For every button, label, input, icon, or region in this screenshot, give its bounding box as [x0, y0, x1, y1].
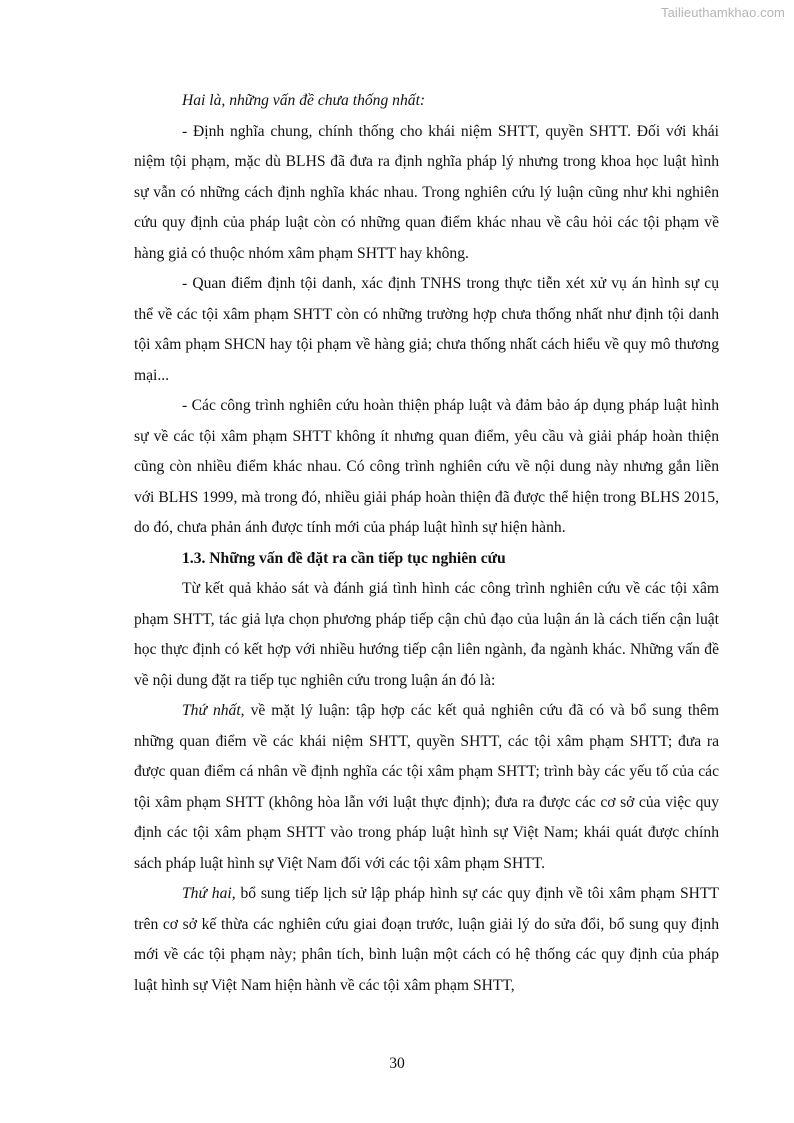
document-body	[134, 86, 719, 1001]
first-lead: Thứ nhất,	[182, 702, 245, 719]
first-text: về mặt lý luận: tập hợp các kết quả nghiên cứu đã có và bổ sung thêm những quan điểm về các khái niệm SHTT, quyền SHTT, các tội xâm phạm SHTT; đưa ra được quan điểm cá nhân về định nghĩa các tội xâm phạm SHTT; trình bày các yếu tố của các tội xâm phạm SHTT (không hòa lẫn với luật thực định); đưa ra được các cơ sở của việc quy định các tội xâm phạm SHTT vào trong pháp luật hình sự Việt Nam; khái quát được chính sách pháp luật hình sự Việt Nam đối với các tội xâm phạm SHTT.	[134, 702, 720, 872]
paragraph-first	[134, 696, 719, 879]
paragraph-conviction: - Quan điểm định tội danh, xác định TNHS trong thực tiễn xét xử vụ án hình sự cụ thể về các tội xâm phạm SHTT còn có những trường hợp chưa thống nhất như định tội danh tội xâm phạm SHCN hay tội phạm về hàng giả; chưa thống nhất cách hiểu về quy mô thương mại...	[134, 275, 719, 384]
paragraph-survey: Từ kết quả khảo sát và đánh giá tình hình các công trình nghiên cứu về các tội xâm phạm SHTT, tác giả lựa chọn phương pháp tiếp cận chủ đạo của luận án là cách tiến cận luật học thực định có kết hợp với nhiều hướng tiếp cận liên ngành, đa ngành khác. Những vấn đề về nội dung đặt ra tiếp tục nghiên cứu trong luận án đó là:	[134, 580, 719, 689]
watermark: Tailieuthamkhao.com	[660, 5, 785, 20]
paragraph-second	[134, 879, 719, 1001]
page-number: 30	[389, 1055, 405, 1072]
paragraph-research-works: - Các công trình nghiên cứu hoàn thiện pháp luật và đảm bảo áp dụng pháp luật hình sự về các tội xâm phạm SHTT không ít nhưng quan điểm, yêu cầu và giải pháp hoàn thiện cũng còn nhiều điểm khác nhau. Có công trình nghiên cứu về nội dung này nhưng gắn liền với BLHS 1999, mà trong đó, nhiều giải pháp hoàn thiện đã được thể hiện trong BLHS 2015, do đó, chưa phản ánh được tính mới của pháp luật hình sự hiện hành.	[134, 397, 719, 536]
second-lead: Thứ hai,	[182, 885, 236, 902]
second-text: bổ sung tiếp lịch sử lập pháp hình sự các quy định về tôi xâm phạm SHTT trên cơ sở kế thừa các nghiên cứu giai đoạn trước, luận giải lý do sửa đổi, bổ sung quy định mới về các tội phạm này; phân tích, bình luận một cách có hệ thống các quy định của pháp luật hình sự Việt Nam hiện hành về các tội xâm phạm SHTT,	[134, 885, 719, 994]
section-intro	[134, 86, 719, 117]
section-intro-lead: Hai là, những vấn đề chưa thống nhất:	[182, 92, 426, 109]
section-heading: 1.3. Những vấn đề đặt ra cần tiếp tục nghiên cứu	[182, 549, 506, 567]
paragraph-definitions: - Định nghĩa chung, chính thống cho khái niệm SHTT, quyền SHTT. Đối với khái niệm tội phạm, mặc dù BLHS đã đưa ra định nghĩa pháp lý nhưng trong khoa học luật hình sự vẫn có những cách định nghĩa khác nhau. Trong nghiên cứu lý luận cũng như khi nghiên cứu quy định của pháp luật còn có những quan điểm khác nhau về câu hỏi các tội phạm về hàng giả có thuộc nhóm xâm phạm SHTT hay không.	[134, 122, 719, 262]
